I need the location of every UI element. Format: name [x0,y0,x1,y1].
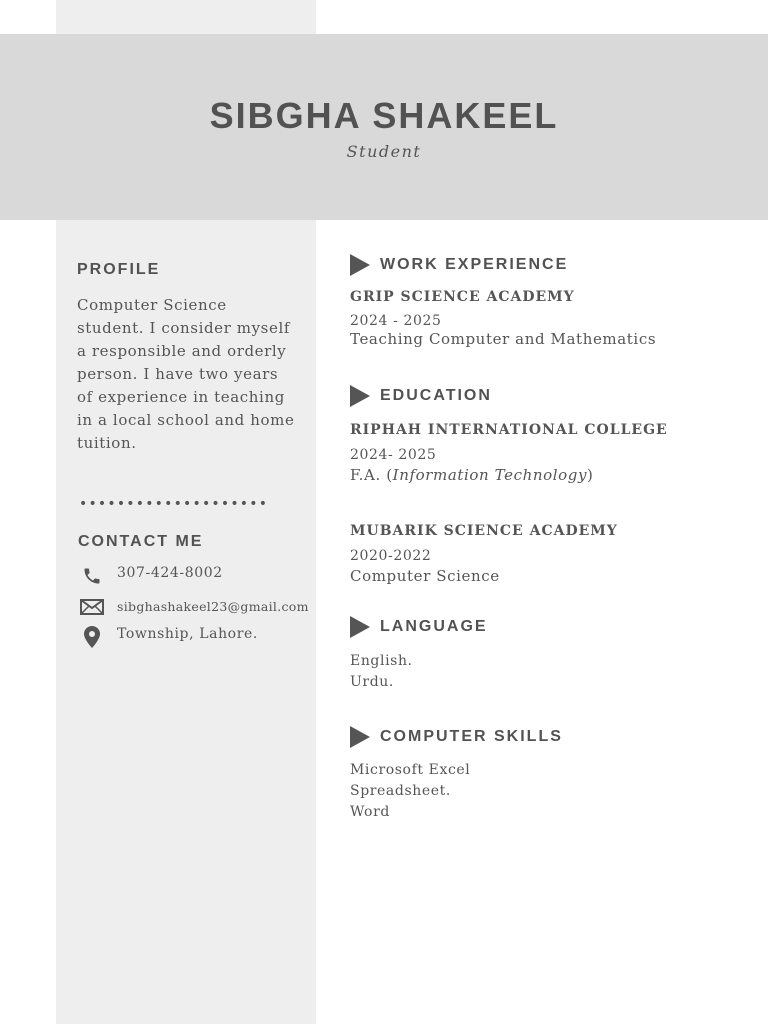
triangle-bullet-icon [350,385,370,407]
contact-phone: 307-424-8002 [117,565,223,581]
work-org: GRIP SCIENCE ACADEMY [350,289,575,305]
work-years: 2024 - 2025 [350,313,442,329]
contact-email: sibghashakeel23@gmail.com [117,599,309,614]
list-item: Urdu. [350,674,394,690]
profile-heading: PROFILE [77,261,161,278]
contact-address-row [80,625,258,649]
contact-heading: CONTACT ME [78,533,204,550]
education-degree: Computer Science [350,567,500,585]
contact-email-row [80,595,309,619]
resume-name: SIBGHA SHAKEEL [209,95,559,136]
language-list [350,651,413,693]
location-pin-icon [80,625,104,649]
list-item: Spreadsheet. [350,783,451,799]
list-item: Word [350,804,390,820]
language-heading [350,616,488,638]
phone-icon [80,564,104,588]
mail-icon [80,595,104,619]
education-heading [350,385,492,407]
education-school: MUBARIK SCIENCE ACADEMY [350,523,618,539]
triangle-bullet-icon [350,726,370,748]
resume-subtitle: Student [346,142,422,161]
profile-text: Computer Science student. I consider myself a responsible and orderly person. I have two years of experience in teaching in a local school and home tuition. [77,296,295,452]
education-label: EDUCATION [380,387,492,404]
triangle-bullet-icon [350,254,370,276]
work-role: Teaching Computer and Mathematics [350,330,657,348]
list-item: Microsoft Excel [350,762,471,778]
skills-list [350,760,470,823]
work-experience-label: WORK EXPERIENCE [380,256,569,273]
education-years: 2020-2022 [350,548,432,564]
language-label: LANGUAGE [380,618,488,635]
computer-skills-label: COMPUTER SKILLS [380,728,563,745]
dotted-divider: •••••••••••••••••••• [79,498,269,510]
computer-skills-heading [350,726,563,748]
education-years: 2024- 2025 [350,447,437,463]
education-school: RIPHAH INTERNATIONAL COLLEGE [350,422,668,438]
contact-phone-row [80,564,223,588]
education-degree: F.A. (Information Technology) [350,466,594,484]
triangle-bullet-icon [350,616,370,638]
contact-address: Township, Lahore. [117,626,258,642]
list-item: English. [350,653,413,669]
work-experience-heading [350,254,568,276]
